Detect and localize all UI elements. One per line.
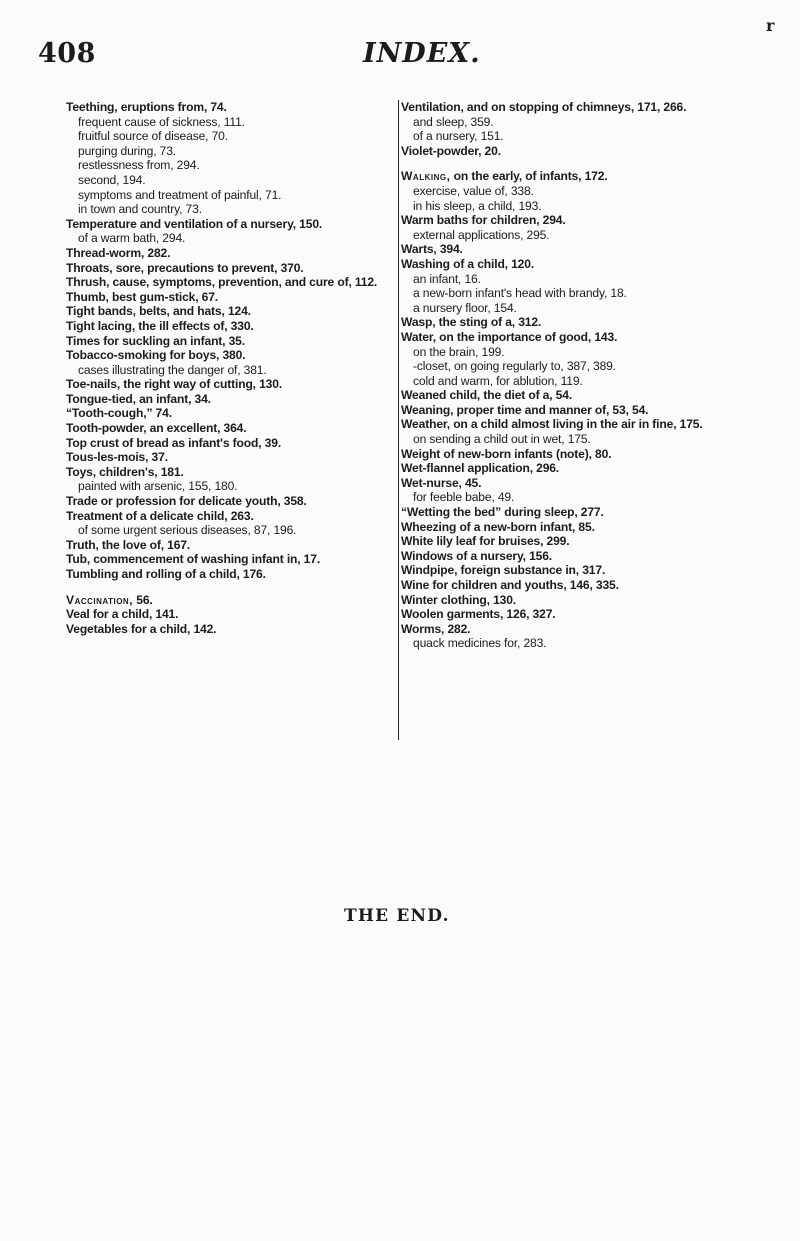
index-subentry: second, 194. bbox=[78, 172, 146, 187]
index-subentry: of a nursery, 151. bbox=[413, 129, 504, 144]
index-entry: “Tooth-cough,” 74. bbox=[66, 406, 172, 421]
index-entry: Wasp, the sting of a, 312. bbox=[401, 315, 542, 330]
index-entry: Treatment of a delicate child, 263. bbox=[66, 508, 254, 523]
index-subentry: quack medicines for, 283. bbox=[413, 636, 547, 651]
index-subentry: painted with arsenic, 155, 180. bbox=[78, 479, 238, 494]
index-entry: Toys, children's, 181. bbox=[66, 464, 184, 479]
index-entry: Weaned child, the diet of a, 54. bbox=[401, 388, 573, 403]
index-subentry: on sending a child out in wet, 175. bbox=[413, 432, 591, 447]
page-corner-mark: r bbox=[766, 16, 775, 35]
index-subentry: in town and country, 73. bbox=[78, 202, 202, 217]
index-subentry: -closet, on going regularly to, 387, 389. bbox=[413, 359, 616, 374]
index-subentry: for feeble babe, 49. bbox=[413, 490, 515, 505]
index-subentry: of some urgent serious diseases, 87, 196. bbox=[78, 523, 297, 538]
index-column-left bbox=[66, 100, 382, 636]
index-entry: Windows of a nursery, 156. bbox=[401, 548, 553, 563]
index-entry: Tub, commencement of washing infant in, 17. bbox=[66, 552, 321, 567]
the-end-text: THE END. bbox=[344, 906, 450, 926]
index-subentry: a nursery floor, 154. bbox=[413, 300, 517, 315]
index-subentry: and sleep, 359. bbox=[413, 114, 494, 129]
index-entry: Violet-powder, 20. bbox=[401, 143, 501, 158]
index-subentry: an infant, 16. bbox=[413, 271, 481, 286]
index-entry: Truth, the love of, 167. bbox=[66, 537, 191, 552]
index-entry: Tobacco-smoking for boys, 380. bbox=[66, 348, 246, 363]
index-subentry: frequent cause of sickness, 111. bbox=[78, 114, 245, 129]
index-entry: Wet-nurse, 45. bbox=[401, 475, 482, 490]
index-entry: Thrush, cause, symptoms, prevention, and cure of, 112. bbox=[66, 275, 378, 290]
index-entry: Tous-les-mois, 37. bbox=[66, 450, 168, 465]
index-entry: Thumb, best gum-stick, 67. bbox=[66, 289, 219, 304]
index-entry: Tooth-powder, an excellent, 364. bbox=[66, 421, 247, 436]
index-entry: Vaccination, 56. bbox=[66, 592, 153, 607]
index-entry: Wheezing of a new-born infant, 85. bbox=[401, 519, 595, 534]
index-column-right bbox=[398, 100, 789, 740]
index-subentry: cases illustrating the danger of, 381. bbox=[78, 362, 267, 377]
index-entry: “Wetting the bed” during sleep, 277. bbox=[401, 505, 604, 520]
index-entry: Weaning, proper time and manner of, 53, 54. bbox=[401, 402, 649, 417]
index-subentry: purging during, 73. bbox=[78, 143, 177, 158]
index-subentry: cold and warm, for ablution, 119. bbox=[413, 373, 583, 388]
index-entry: Trade or profession for delicate youth, 358. bbox=[66, 494, 307, 509]
index-entry: Wine for children and youths, 146, 335. bbox=[401, 578, 619, 592]
index-subentry: of a warm bath, 294. bbox=[78, 231, 186, 246]
index-subentry: on the brain, 199. bbox=[413, 344, 505, 359]
index-entry: Thread-worm, 282. bbox=[66, 245, 171, 260]
index-entry: Tight lacing, the ill effects of, 330. bbox=[66, 318, 254, 333]
index-entry: Top crust of bread as infant's food, 39. bbox=[66, 435, 282, 450]
index-entry: Toe-nails, the right way of cutting, 130. bbox=[66, 377, 283, 392]
index-entry: Water, on the importance of good, 143. bbox=[401, 329, 618, 344]
index-entry: Vegetables for a child, 142. bbox=[66, 621, 217, 636]
index-subentry: restlessness from, 294. bbox=[78, 158, 200, 173]
index-entry: Worms, 282. bbox=[401, 621, 471, 636]
index-entry: Veal for a child, 141. bbox=[66, 607, 179, 622]
index-subentry: symptoms and treatment of painful, 71. bbox=[78, 187, 282, 202]
page-title: INDEX. bbox=[363, 38, 481, 69]
index-entry: Teething, eruptions from, 74. bbox=[66, 100, 227, 114]
index-entry: Ventilation, and on stopping of chimneys, 171, 266. bbox=[401, 100, 687, 114]
page-number: 408 bbox=[38, 38, 96, 69]
index-subentry: exercise, value of, 338. bbox=[413, 183, 534, 198]
index-entry: Weather, on a child almost living in the air in fine, 175. bbox=[401, 417, 703, 432]
index-entry: Tumbling and rolling of a child, 176. bbox=[66, 567, 266, 581]
index-entry: Tongue-tied, an infant, 34. bbox=[66, 391, 211, 406]
index-subentry: fruitful source of disease, 70. bbox=[78, 129, 228, 144]
index-entry: Woolen garments, 126, 327. bbox=[401, 607, 556, 622]
index-entry: Times for suckling an infant, 35. bbox=[66, 333, 245, 348]
index-entry: Wet-flannel application, 296. bbox=[401, 461, 560, 476]
index-entry: Walking, on the early, of infants, 172. bbox=[401, 169, 608, 184]
index-entry: Tight bands, belts, and hats, 124. bbox=[66, 304, 251, 319]
index-subentry: external applications, 295. bbox=[413, 227, 550, 242]
index-entry: Throats, sore, precautions to prevent, 370. bbox=[66, 260, 304, 275]
index-entry: Washing of a child, 120. bbox=[401, 256, 535, 271]
index-subentry: a new-born infant's head with brandy, 18. bbox=[413, 286, 627, 301]
index-entry: White lily leaf for bruises, 299. bbox=[401, 534, 570, 549]
index-entry: Windpipe, foreign substance in, 317. bbox=[401, 563, 606, 578]
index-entry: Warts, 394. bbox=[401, 242, 463, 257]
index-entry: Winter clothing, 130. bbox=[401, 592, 517, 607]
index-entry: Weight of new-born infants (note), 80. bbox=[401, 446, 612, 461]
index-entry: Warm baths for children, 294. bbox=[401, 213, 566, 228]
index-entry: Temperature and ventilation of a nursery, 150. bbox=[66, 216, 323, 231]
index-subentry: in his sleep, a child, 193. bbox=[413, 198, 542, 213]
